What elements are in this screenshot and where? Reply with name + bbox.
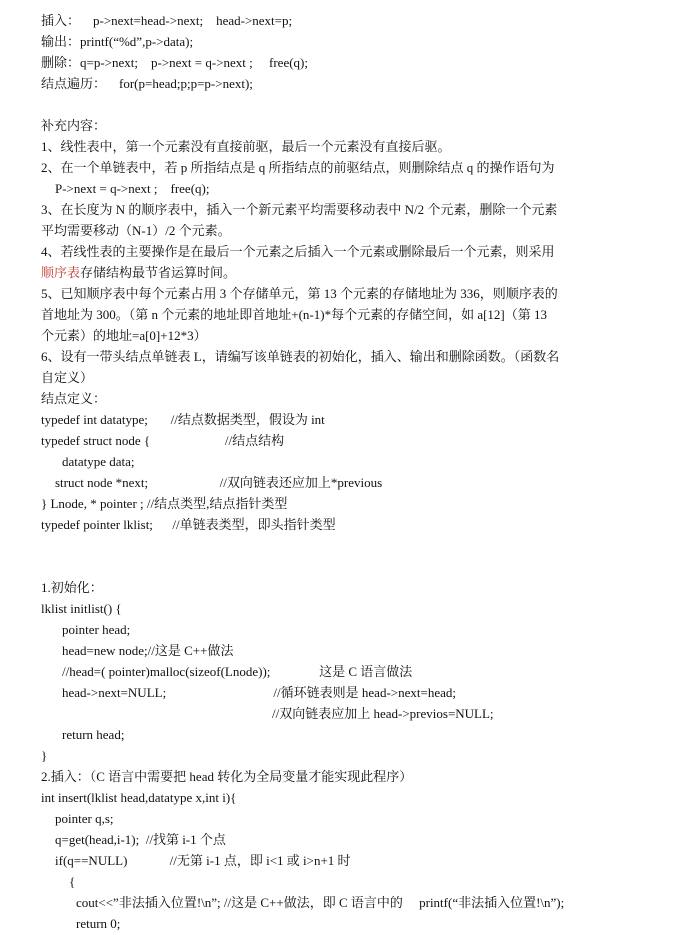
code-line: //双向链表应加上 head->previos=NULL; [272, 706, 494, 721]
code-line: } Lnode, * pointer ; //结点类型,结点指针类型 [41, 496, 288, 511]
code-line: pointer q,s; [55, 811, 114, 826]
code-line: { [69, 874, 76, 889]
text-line: 结点遍历： for(p=head;p;p=p->next); [41, 76, 253, 91]
text-line: 2.插入：（C 语言中需要把 head 转化为全局变量才能实现此程序） [41, 769, 413, 784]
code-line: //head=( pointer)malloc(sizeof(Lnode)); 这是 C 语言做法 [62, 664, 413, 679]
text-line: 2、在一个单链表中，若 p 所指结点是 q 所指结点的前驱结点，则删除结点 q 的操作语句为 [41, 160, 555, 175]
code-line: return head; [62, 727, 125, 742]
text-line: 5、已知顺序表中每个元素占用 3 个存储单元，第 13 个元素的存储地址为 336，则顺序表的 [41, 286, 558, 301]
highlight-term: 顺序表 [41, 265, 81, 280]
code-line: lklist initlist() { [41, 601, 122, 616]
code-line: typedef pointer lklist; //单链表类型，即头指针类型 [41, 517, 336, 532]
code-line: int insert(lklist head,datatype x,int i){ [41, 790, 237, 805]
code-line: struct node *next; //双向链表还应加上*previous [55, 475, 383, 490]
text-line: 个元素）的地址=a[0]+12*3） [41, 328, 207, 343]
text-line: 6、设有一带头结点单链表 L，请编写该单链表的初始化，插入、输出和删除函数。（函数名 [41, 349, 560, 364]
text-line: 首地址为 300。（第 n 个元素的地址即首地址+(n-1)*每个元素的存储空间，如 a[12]（第 13 [41, 307, 547, 322]
text-line: 平均需要移动（N-1）/2 个元素。 [41, 223, 231, 238]
text-line: 删除：q=p->next; p->next = q->next ; free(q); [41, 55, 308, 70]
code-line: typedef int datatype; //结点数据类型，假设为 int [41, 412, 325, 427]
code-line: pointer head; [62, 622, 131, 637]
code-line: } [41, 748, 48, 763]
code-line: cout<<”非法插入位置!\n”; //这是 C++做法，即 C 语言中的 printf(“非法插入位置!\n”); [76, 895, 565, 910]
text-line: 顺序表存储结构最节省运算时间。 [41, 265, 237, 280]
text-line: 插入： p->next=head->next; head->next=p; [41, 13, 293, 28]
text-line: 补充内容： [41, 118, 107, 133]
code-line: return 0; [76, 916, 121, 931]
code-line: head=new node;//这是 C++做法 [62, 643, 234, 658]
code-line: q=get(head,i-1); //找第 i-1 个点 [55, 832, 226, 847]
code-line: head->next=NULL; //循环链表则是 head->next=head; [62, 685, 456, 700]
code-line: datatype data; [62, 454, 135, 469]
code-line: typedef struct node { //结点结构 [41, 433, 285, 448]
text-line: 1.初始化： [41, 580, 103, 595]
code-line: if(q==NULL) //无第 i-1 点，即 i<1 或 i>n+1 时 [55, 853, 351, 868]
text-line: 自定义） [41, 370, 94, 385]
text-line: 输出：printf(“%d”,p->data); [41, 34, 194, 49]
text-line: 4、若线性表的主要操作是在最后一个元素之后插入一个元素或删除最后一个元素，则采用 [41, 244, 555, 259]
text-line: 1、线性表中，第一个元素没有直接前驱，最后一个元素没有直接后驱。 [41, 139, 451, 154]
text-line: 结点定义： [41, 391, 107, 406]
text-line: 3、在长度为 N 的顺序表中，插入一个新元素平均需要移动表中 N/2 个元素，删除一个元素 [41, 202, 558, 217]
text-line: P->next = q->next ; free(q); [55, 181, 210, 196]
